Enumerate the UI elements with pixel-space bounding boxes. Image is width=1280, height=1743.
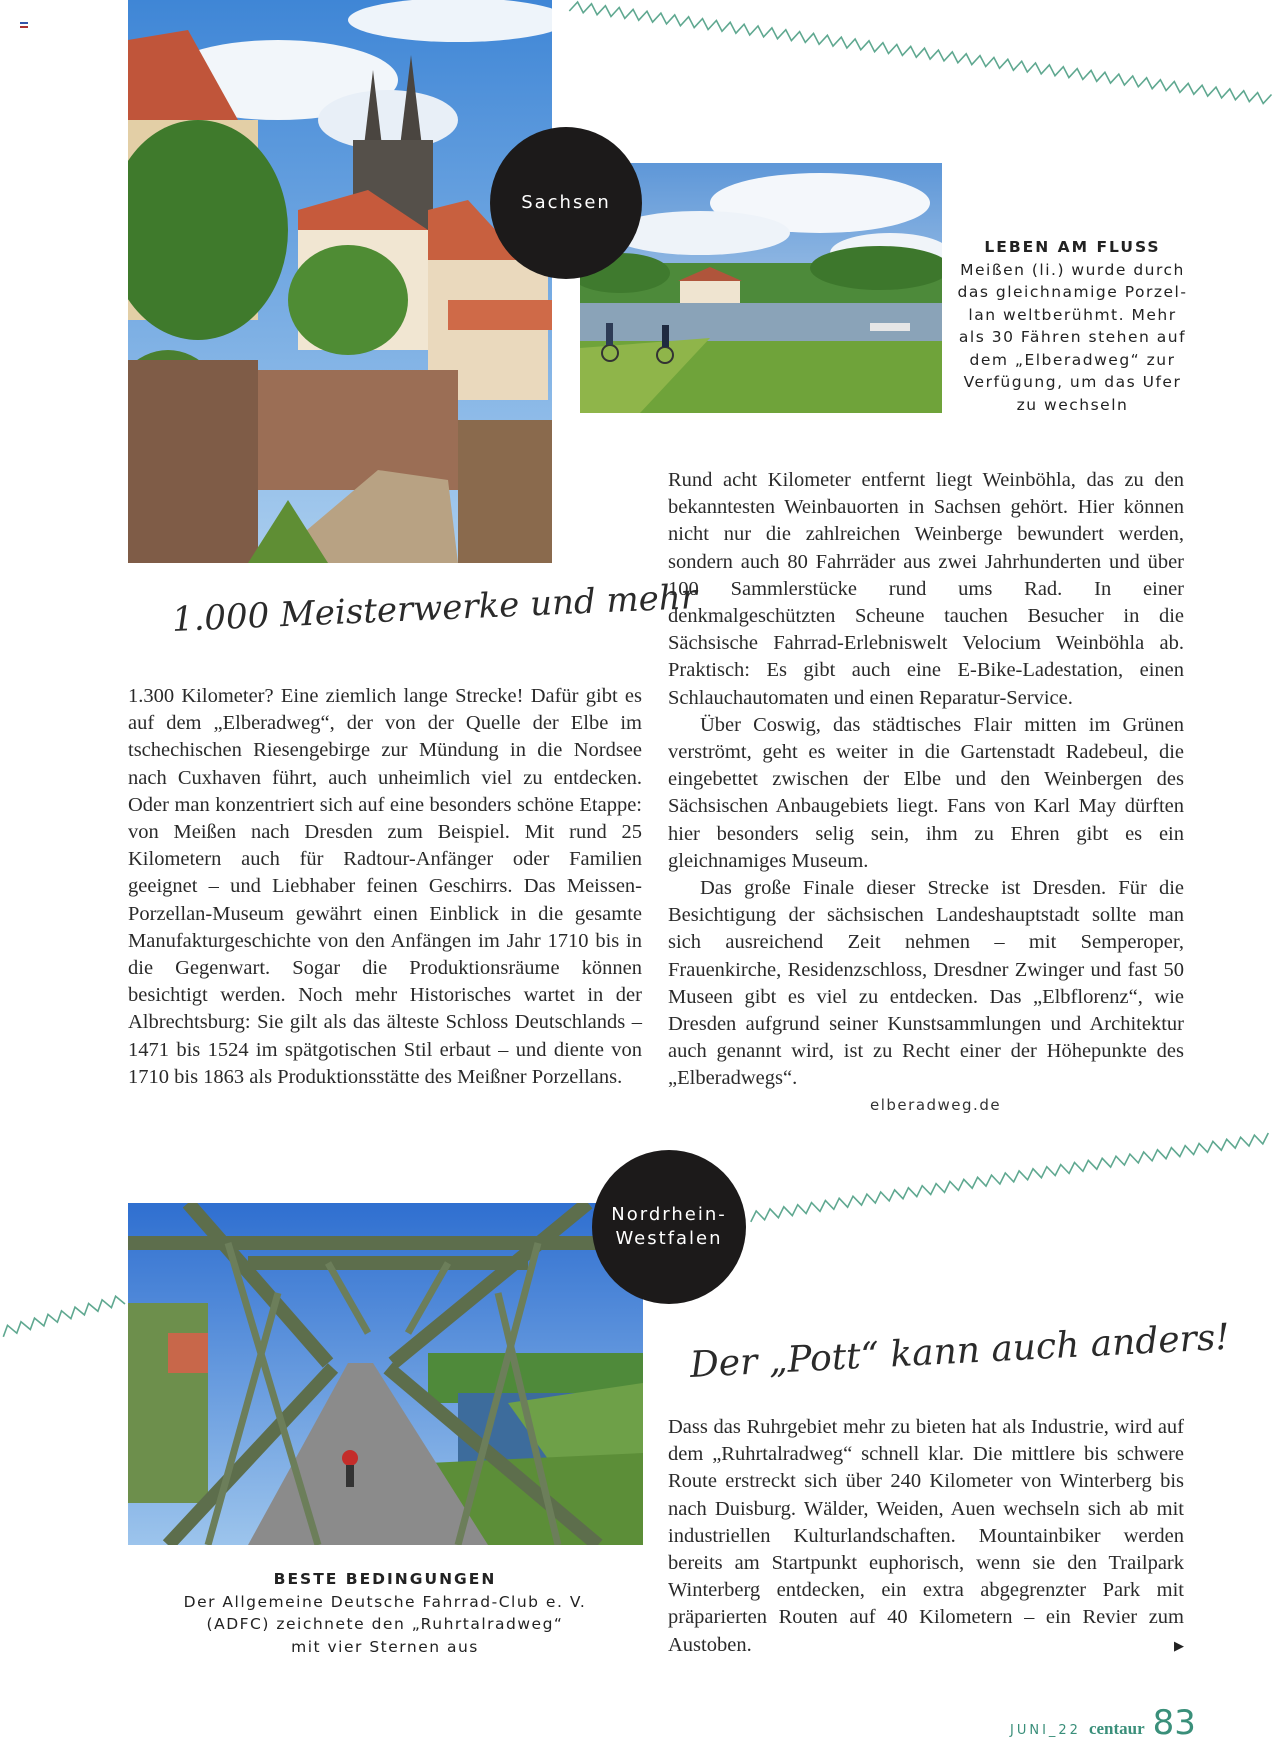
caption-line: lan weltberühmt. Mehr (968, 305, 1177, 324)
photo-caption-sachsen (950, 236, 1195, 416)
region-badge-nrw (592, 1150, 746, 1304)
caption-title: BESTE BEDINGUNGEN (273, 1570, 497, 1588)
zigzag-decoration-top (560, 0, 1280, 110)
caption-line: das gleichnamige Porzel- (957, 283, 1188, 301)
caption-line: zu wechseln (1016, 395, 1129, 414)
article-column-left (128, 683, 642, 1091)
footer-date: JUNI_22 (1010, 1723, 1081, 1738)
zigzag-decoration-middle (740, 1125, 1280, 1225)
region-badge-nrw-label-2: Westfalen (615, 1228, 723, 1249)
caption-title: LEBEN AM FLUSS (984, 238, 1161, 256)
caption-line: (ADFC) zeichnete den „Ruhrtalradweg“ (206, 1615, 564, 1633)
region-badge-sachsen-label: Sachsen (521, 192, 611, 213)
paragraph: 1.300 Kilometer? Eine ziemlich lange Strecke! Dafür gibt es auf dem „Elberadweg“, der von der Quelle der Elbe im tschechischen Riesengebirge zur Mündung in die Nordsee nach Cuxhaven führt, auch unheimlich viel zu entdecken. Oder man konzentriert sich auf eine besonders schöne Etappe: von Meißen nach Dresden zum Beispiel. Mit rund 25 Kilometern auch für Radtour-Anfänger oder Familien geeignet – und Liebhaber feinen Geschirrs. Das Meissen-Porzellan-Museum gewährt einen Einblick in die gesamte Manufakturgeschichte von den Anfängen im Jahr 1710 bis in die Gegenwart. Sogar die Produktionsräume können besichtigt werden. Noch mehr Historisches wartet in der Albrechtsburg: Sie gilt als das älteste Schloss Deutschlands – 1471 bis 1524 im spätgotischen Stil erbaut – und diente von 1710 bis 1863 als Produktionsstätte des Meißner Porzellans. (128, 685, 642, 1088)
caption-line: dem „Elberadweg“ zur (969, 350, 1176, 369)
paragraph: Das große Finale dieser Strecke ist Dresden. Für die Besichtigung der sächsischen Landeshauptstadt sollte man sich ausreichend Zeit nehmen – mit Semperoper, Frauenkirche, Residenzschloss, Dresdner Zwinger und fast 50 Museen gibt es viel zu entdecken. Das „Elbflorenz“, wie Dresden aufgrund seiner Kunstsammlungen und Architektur auch genannt wird, ist zu Recht einer der Höhepunkte des „Elberadwegs“. (668, 877, 1184, 1090)
headline-sachsen: 1.000 Meisterwerke und mehr (171, 577, 698, 640)
meissen-old-town-photo (128, 0, 552, 563)
caption-line: mit vier Sternen aus (291, 1637, 479, 1656)
triangle-right-icon: ▶ (1174, 1638, 1184, 1653)
photo-caption-nrw (175, 1568, 595, 1658)
page-marker (20, 22, 28, 28)
footer-brand: centaur (1088, 1719, 1145, 1738)
headline-nrw: Der „Pott“ kann auch anders! (688, 1316, 1231, 1386)
region-badge-nrw-label-1: Nordrhein- (611, 1204, 727, 1225)
article-column-nrw (668, 1414, 1184, 1659)
website-link-elberadweg[interactable]: elberadweg.de (870, 1096, 1002, 1114)
caption-line: Verfügung, um das Ufer (963, 373, 1182, 391)
paragraph: Über Coswig, das städtisches Flair mitten im Grünen verströmt, geht es weiter in die Gartenstadt Radebeul, die eingebettet zwischen der Elbe und den Weinbergen des Sächsischen Anbaugebiets liegt. Fans von Karl May dürften hier besonders selig sein, ihm zu Ehren gibt es ein gleichnamiges Museum. (668, 713, 1184, 872)
caption-line: als 30 Fähren stehen auf (958, 328, 1187, 346)
article-column-right (668, 467, 1184, 1093)
paragraph: Rund acht Kilometer entfernt liegt Weinböhla, das zu den bekanntesten Weinbauorten in Sachsen gehört. Hier können nicht nur die zahlreichen Weinberge bewundert werden, sondern auch 80 Fahrräder aus zwei Jahrhunderten und über 100 Sammlerstücke rund ums Rad. In einer denkmalgeschützten Scheune tauchen Besucher in die Sächsische Fahrrad-Erlebniswelt Velocium Weinböhla ab. Praktisch: Es gibt auch eine E-Bike-Ladestation, einen Schlauchautomaten und einen Reparatur-Service. (668, 469, 1184, 709)
ruhr-bridge-photo (128, 1203, 643, 1545)
region-badge-sachsen (490, 127, 642, 279)
zigzag-decoration-left (0, 1290, 130, 1335)
caption-line: Der Allgemeine Deutsche Fahrrad-Club e. V. (183, 1592, 587, 1611)
caption-line: Meißen (li.) wurde durch (960, 260, 1185, 279)
page-number: 83 (1152, 1703, 1196, 1743)
page-footer (1010, 1703, 1196, 1743)
paragraph: Dass das Ruhrgebiet mehr zu bieten hat als Industrie, wird auf dem „Ruhrtalradweg“ schnell klar. Die mittlere bis schwere Route erstreckt sich über 240 Kilometer von Winterberg bis nach Duisburg. Wälder, Weiden, Auen wechseln sich ab mit industriellen Kulturlandschaften. Mountainbiker werden bereits am Startpunkt euphorisch, wenn sie den Trailpark Winterberg entdecken, ein extra abgegrenzter Park mit präparierten Routen auf 40 Kilometern – ein Revier zum Austoben. (668, 1416, 1184, 1656)
